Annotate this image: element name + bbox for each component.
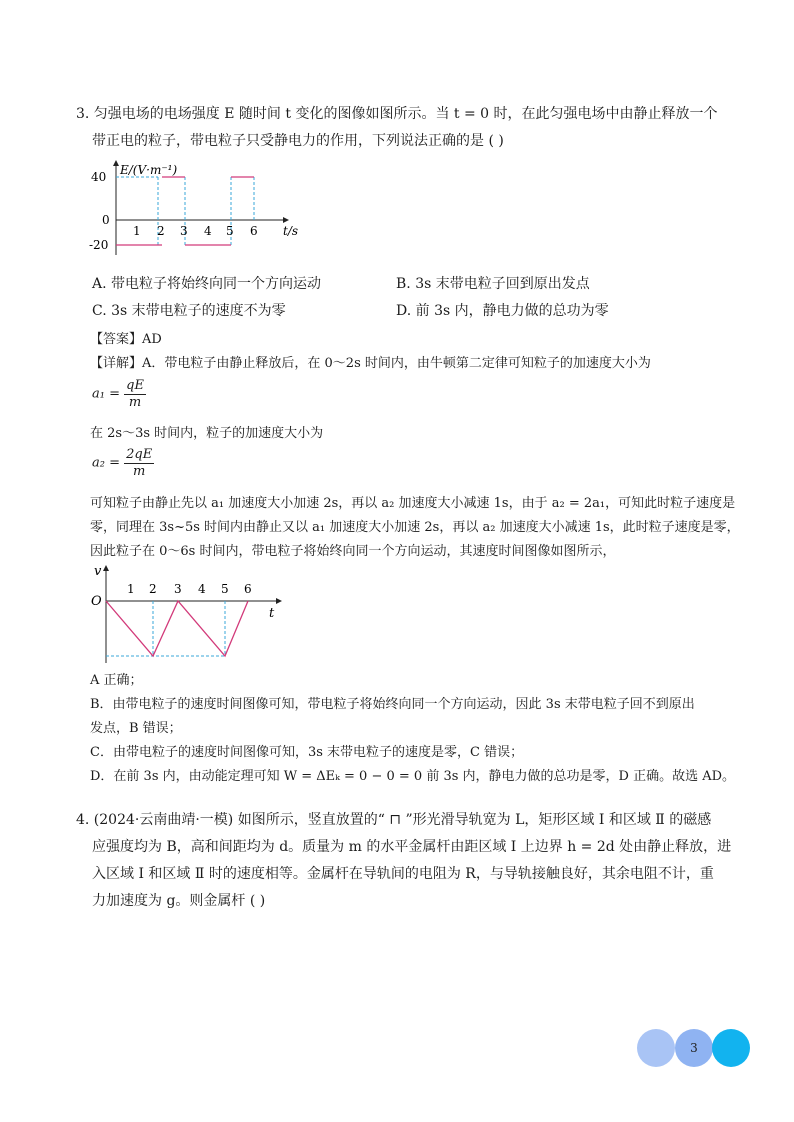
q3-detail-p1: 【详解】A．带电粒子由静止释放后，在 0～2s 时间内，由牛顿第二定律可知粒子的加速度大小为 — [90, 356, 651, 371]
q3-detail-p9: C．由带电粒子的速度时间图像可知，3s 末带电粒子的速度是零，C 错误； — [90, 745, 524, 760]
formula-a2: a₂ = $\frac{2qE}{m}$ — [92, 447, 153, 479]
v-t-xtick-6: 6 — [244, 582, 252, 596]
q3-choice-a[interactable]: A. 带电粒子将始终向同一个方向运动 — [92, 276, 322, 292]
q3-choice-d[interactable]: D. 前 3s 内，静电力做的总功为零 — [396, 303, 609, 319]
badge-circle-bright — [712, 1029, 750, 1067]
q3-choice-b[interactable]: B. 3s 末带电粒子回到原出发点 — [396, 276, 590, 292]
e-t-x-label: t/s — [283, 224, 299, 238]
e-t-xtick-1: 1 — [133, 224, 141, 238]
q3-detail-p3: 可知粒子由静止先以 a₁ 加速度大小加速 2s，再以 a₂ 加速度大小减速 1s，由于 a₂ = 2a₁，可知此时粒子速度是 — [90, 496, 736, 511]
q3-detail-p8: 发点，B 错误； — [90, 721, 182, 736]
e-t-graph — [88, 160, 318, 260]
v-t-x-label: t — [269, 606, 275, 621]
v-t-xtick-2: 2 — [149, 582, 157, 596]
e-t-xtick-6: 6 — [250, 224, 258, 238]
v-t-xtick-5: 5 — [221, 582, 229, 596]
badge-circle-light — [637, 1029, 675, 1067]
e-t-xtick-5: 5 — [226, 224, 234, 238]
q4-stem-line2: 应强度均为 B，高和间距均为 d。质量为 m 的水平金属杆由距区域 Ⅰ 上边界 h = 2d 处由静止释放，进 — [92, 839, 732, 855]
q3-stem-line1: 3. 匀强电场的电场强度 E 随时间 t 变化的图像如图所示。当 t = 0 时，在此匀强电场中由静止释放一个 — [76, 106, 718, 122]
e-t-xtick-2: 2 — [157, 224, 165, 238]
formula-a1: a₁ = $\frac{qE}{m}$ — [92, 378, 144, 410]
q3-stem-line2: 带正电的粒子，带电粒子只受静电力的作用，下列说法正确的是 ( ) — [92, 133, 504, 149]
q4-stem-line1: 4. (2024·云南曲靖·一模) 如图所示，竖直放置的“ ⊓ ”形光滑导轨宽为 L，矩形区域 Ⅰ 和区域 Ⅱ 的磁感 — [76, 812, 712, 828]
page-number-badge — [634, 1026, 754, 1070]
q3-detail-p10: D．在前 3s 内，由动能定理可知 W = ΔEₖ = 0 − 0 = 0 前 3s 内，静电力做的总功是零，D 正确。故选 AD。 — [90, 769, 736, 784]
v-t-xtick-4: 4 — [198, 582, 206, 596]
v-t-origin: O — [91, 594, 102, 609]
q3-detail-p4: 零，同理在 3s~5s 时间内由静止又以 a₁ 加速度大小加速 2s，再以 a₂ 加速度大小减速 1s，此时粒子速度是零， — [90, 520, 740, 535]
e-t-ytick-neg20: -20 — [89, 238, 109, 252]
q3-detail-p7: B．由带电粒子的速度时间图像可知，带电粒子将始终向同一个方向运动，因此 3s 末带电粒子回不到原出 — [90, 697, 695, 712]
q3-answer: 【答案】AD — [90, 332, 162, 347]
v-t-y-label: v — [94, 564, 102, 579]
v-t-curve — [106, 601, 248, 656]
e-t-ytick-40: 40 — [91, 170, 107, 184]
q3-detail-p2: 在 2s～3s 时间内，粒子的加速度大小为 — [90, 426, 324, 441]
q3-detail-p5: 因此粒子在 0～6s 时间内，带电粒子将始终向同一个方向运动，其速度时间图像如图所示， — [90, 544, 616, 559]
q4-stem-line4: 力加速度为 g。则金属杆 ( ) — [92, 893, 266, 909]
page-number: 3 — [690, 1041, 698, 1055]
q3-choice-c[interactable]: C. 3s 末带电粒子的速度不为零 — [92, 303, 286, 319]
q3-detail-p6: A 正确； — [90, 673, 143, 688]
e-t-y-label: E/(V·m⁻¹) — [120, 163, 178, 177]
e-t-xtick-4: 4 — [204, 224, 212, 238]
e-t-xtick-3: 3 — [180, 224, 188, 238]
v-t-xtick-1: 1 — [127, 582, 135, 596]
q4-stem-line3: 入区域 Ⅰ 和区域 Ⅱ 时的速度相等。金属杆在导轨间的电阻为 R，与导轨接触良好，其余电阻不计，重 — [92, 866, 714, 882]
e-t-ytick-0: 0 — [102, 213, 110, 227]
v-t-xtick-3: 3 — [174, 582, 182, 596]
v-t-graph — [86, 563, 286, 665]
